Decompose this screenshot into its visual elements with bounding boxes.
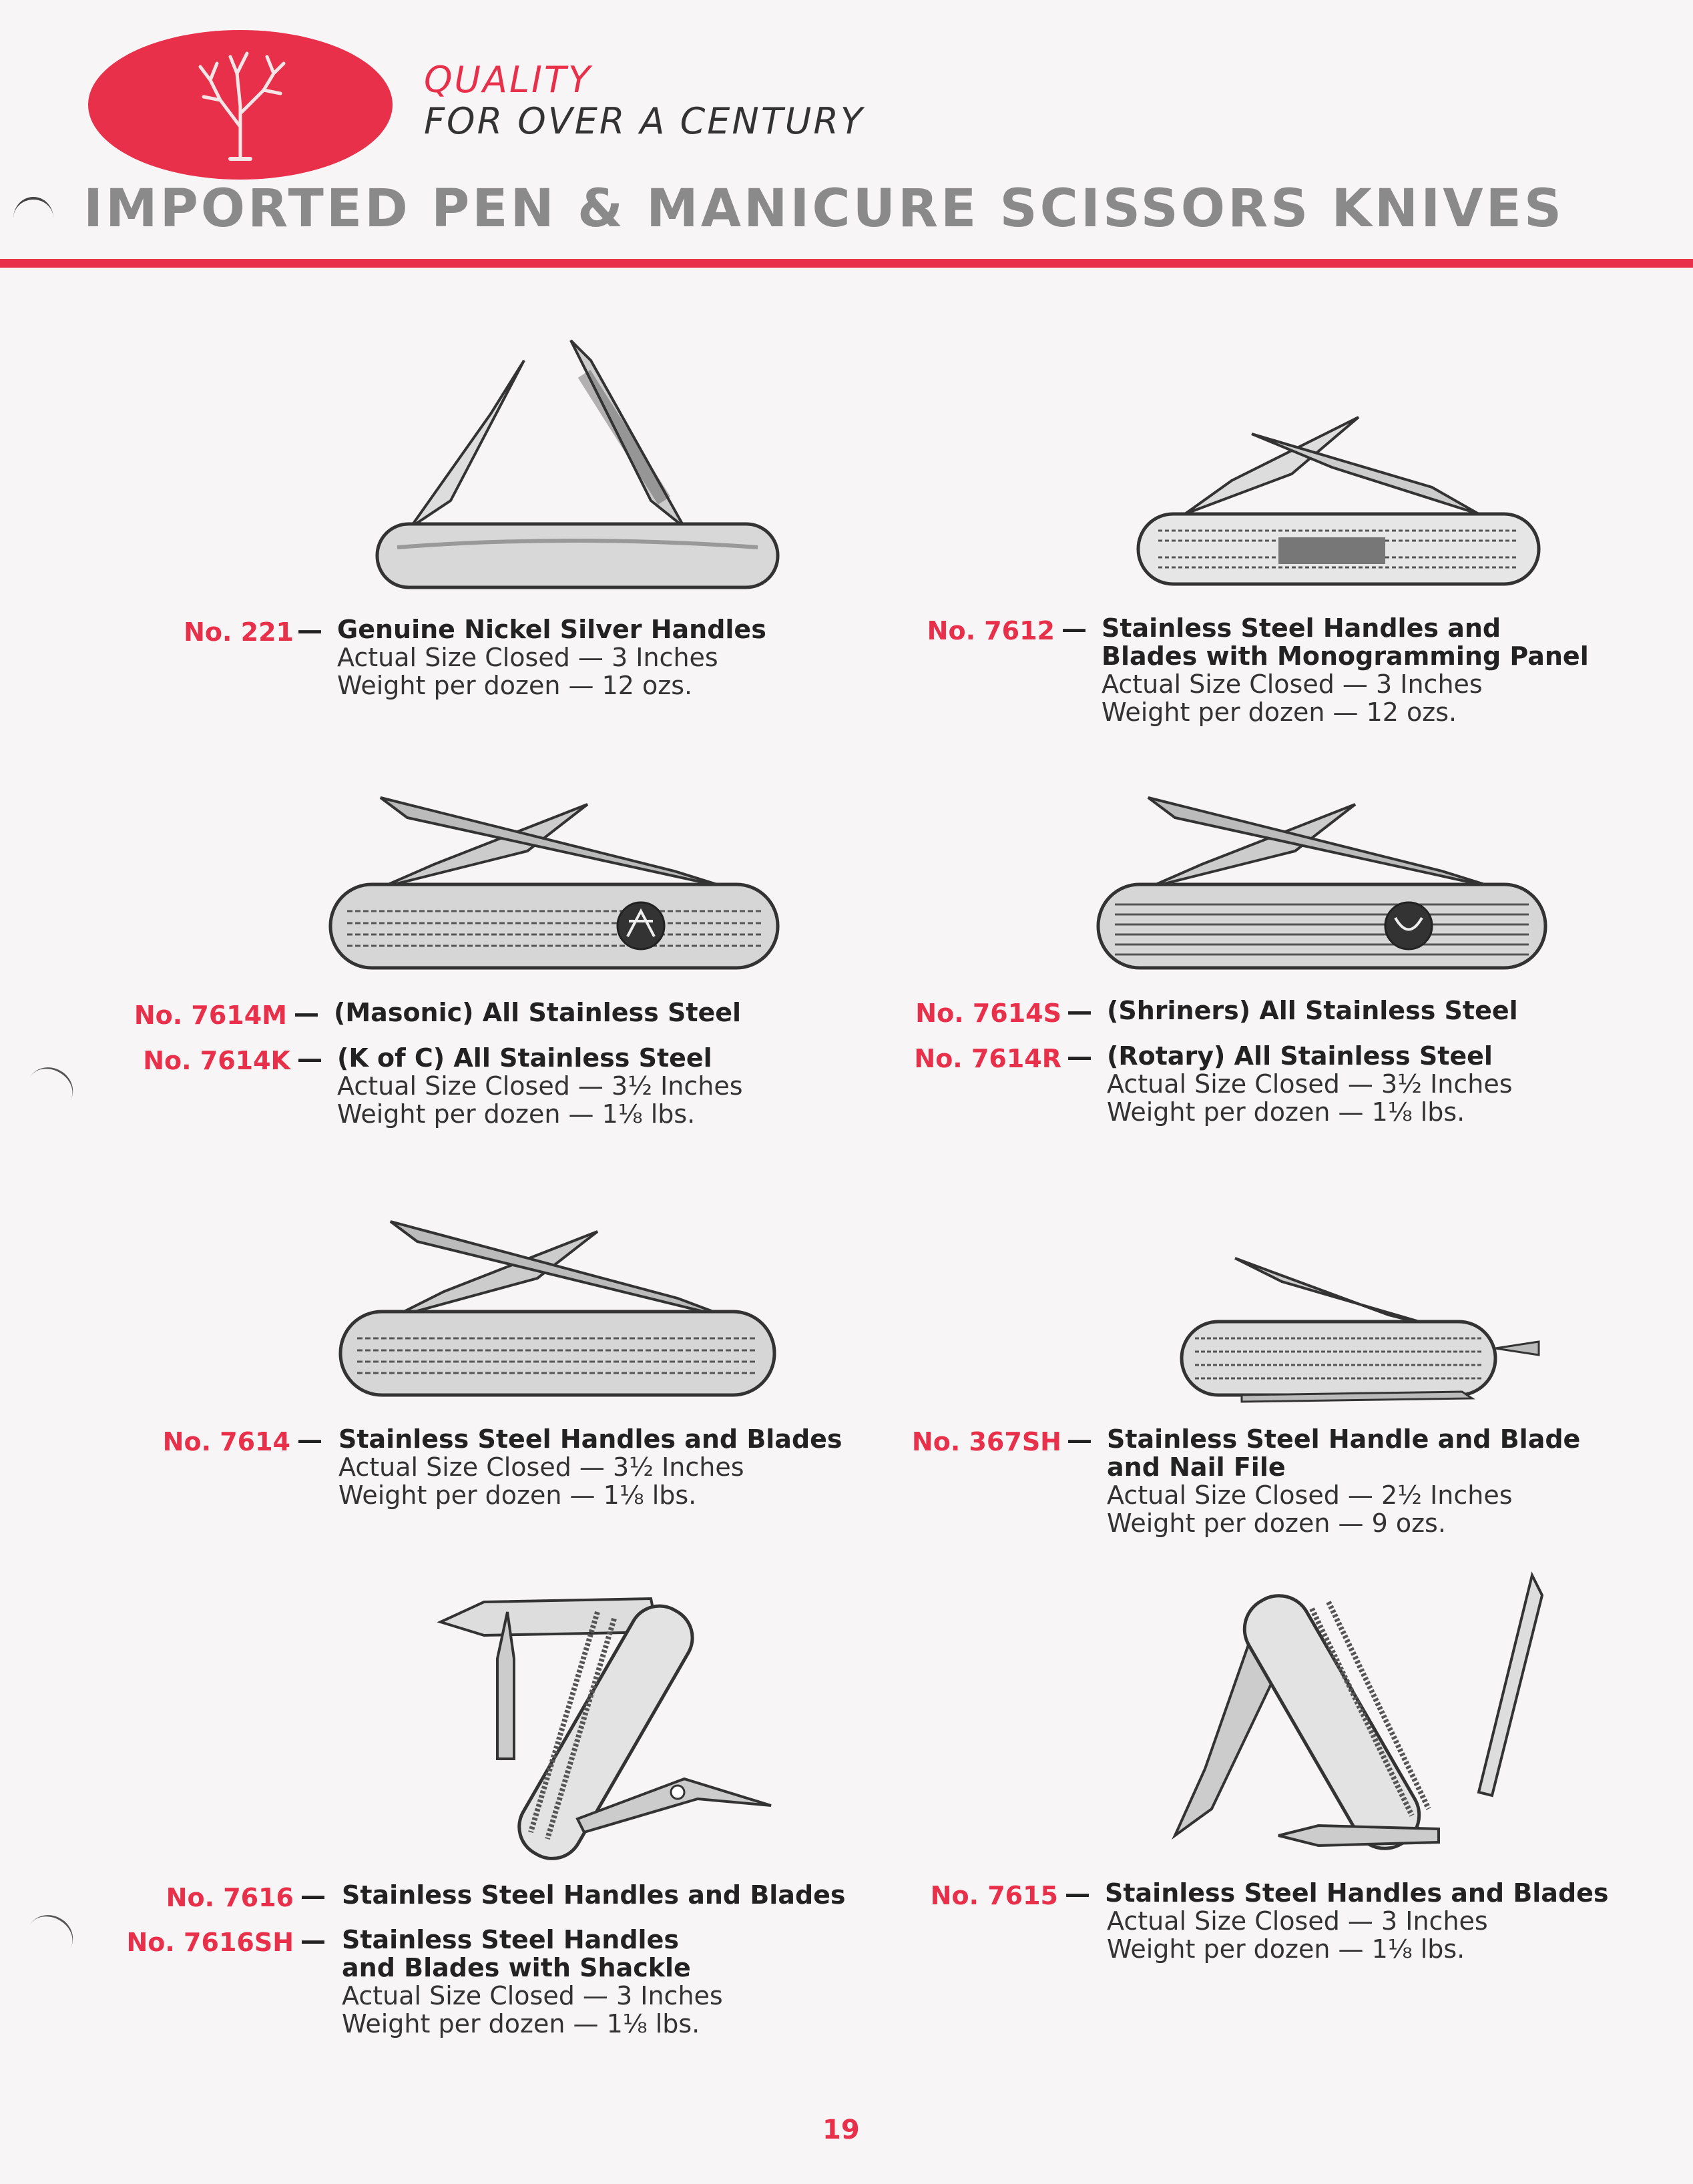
dash: — [297, 1044, 322, 1073]
knife-221-illustration [371, 334, 784, 601]
dash: — [1065, 1879, 1090, 1908]
product-weight: Weight per dozen — 1⅛ lbs. [342, 2009, 700, 2038]
product-weight: Weight per dozen — 1⅛ lbs. [337, 1099, 696, 1129]
product-weight: Weight per dozen — 12 ozs. [1102, 698, 1457, 727]
dash: — [1067, 997, 1092, 1026]
knife-7612-illustration [1132, 407, 1545, 587]
dash: — [1067, 1425, 1092, 1454]
page-number: 19 [822, 2115, 860, 2145]
product-size: Actual Size Closed — 2½ Inches [1107, 1480, 1513, 1510]
product-size: Actual Size Closed — 3 Inches [1102, 669, 1483, 699]
product-size: Actual Size Closed — 3 Inches [337, 643, 718, 672]
slogan-line-2: FOR OVER A CENTURY [424, 100, 865, 142]
product-description: Genuine Nickel Silver Handles [337, 615, 766, 644]
product-number-7616sh: No. 7616SH [126, 1928, 294, 1957]
knife-7615-illustration [1172, 1569, 1565, 1856]
binder-hole-mark [13, 197, 53, 240]
product-size: Actual Size Closed — 3 Inches [1107, 1906, 1488, 1936]
product-description: Stainless Steel Handles and Blades [338, 1424, 842, 1454]
product-description: (Shriners) All Stainless Steel [1107, 996, 1518, 1025]
knife-7616-illustration [431, 1585, 784, 1866]
dash: — [300, 1926, 326, 1955]
product-number-7612: No. 7612 [927, 616, 1055, 645]
product-description: Stainless Steel Handles and Blades [342, 1880, 846, 1910]
knife-7614m-illustration [327, 791, 781, 971]
product-weight: Weight per dozen — 1⅛ lbs. [1107, 1097, 1465, 1127]
dash: — [1061, 614, 1087, 643]
product-weight: Weight per dozen — 12 ozs. [337, 671, 693, 700]
dash: — [294, 999, 319, 1028]
product-number-367sh: No. 367SH [911, 1427, 1061, 1456]
product-weight: Weight per dozen — 9 ozs. [1107, 1509, 1446, 1538]
product-description: Stainless Steel Handles and Blades [1105, 1878, 1609, 1908]
product-size: Actual Size Closed — 3½ Inches [338, 1452, 744, 1482]
product-number-7614s: No. 7614S [915, 999, 1061, 1028]
knife-7614s-illustration [1095, 791, 1549, 971]
binder-hole-mark [19, 1059, 81, 1119]
product-description: Blades with Monogramming Panel [1102, 641, 1589, 671]
product-size: Actual Size Closed — 3½ Inches [337, 1071, 743, 1101]
product-number-221: No. 221 [184, 617, 294, 647]
product-number-7616: No. 7616 [166, 1883, 294, 1912]
header-divider [0, 259, 1693, 268]
product-description: (Rotary) All Stainless Steel [1107, 1041, 1493, 1071]
product-description: and Nail File [1107, 1452, 1286, 1482]
product-number-7614: No. 7614 [162, 1427, 290, 1456]
binder-hole-mark [19, 1907, 81, 1967]
product-weight: Weight per dozen — 1⅛ lbs. [338, 1480, 697, 1510]
product-number-7614k: No. 7614K [143, 1046, 290, 1075]
knife-367sh-illustration [1175, 1255, 1549, 1408]
product-description: Stainless Steel Handles [342, 1925, 679, 1954]
product-weight: Weight per dozen — 1⅛ lbs. [1107, 1934, 1465, 1964]
product-size: Actual Size Closed — 3½ Inches [1107, 1069, 1513, 1099]
product-size: Actual Size Closed — 3 Inches [342, 1981, 723, 2010]
product-description: Stainless Steel Handles and [1102, 613, 1501, 643]
slogan-line-1: QUALITY [424, 59, 592, 101]
product-number-7614r: No. 7614R [914, 1044, 1061, 1073]
dash: — [297, 615, 322, 645]
knife-7614-illustration [337, 1211, 778, 1398]
dash: — [297, 1425, 322, 1454]
product-description: (Masonic) All Stainless Steel [334, 998, 742, 1027]
product-number-7614m: No. 7614M [134, 1001, 287, 1030]
dash: — [300, 1881, 326, 1910]
product-description: Stainless Steel Handle and Blade [1107, 1424, 1581, 1454]
product-number-7615: No. 7615 [930, 1881, 1058, 1910]
product-description: (K of C) All Stainless Steel [337, 1043, 712, 1073]
product-description: and Blades with Shackle [342, 1953, 691, 1982]
page-title: IMPORTED PEN & MANICURE SCISSORS KNIVES [83, 179, 1565, 239]
dash: — [1067, 1042, 1092, 1071]
brand-logo [87, 27, 394, 184]
